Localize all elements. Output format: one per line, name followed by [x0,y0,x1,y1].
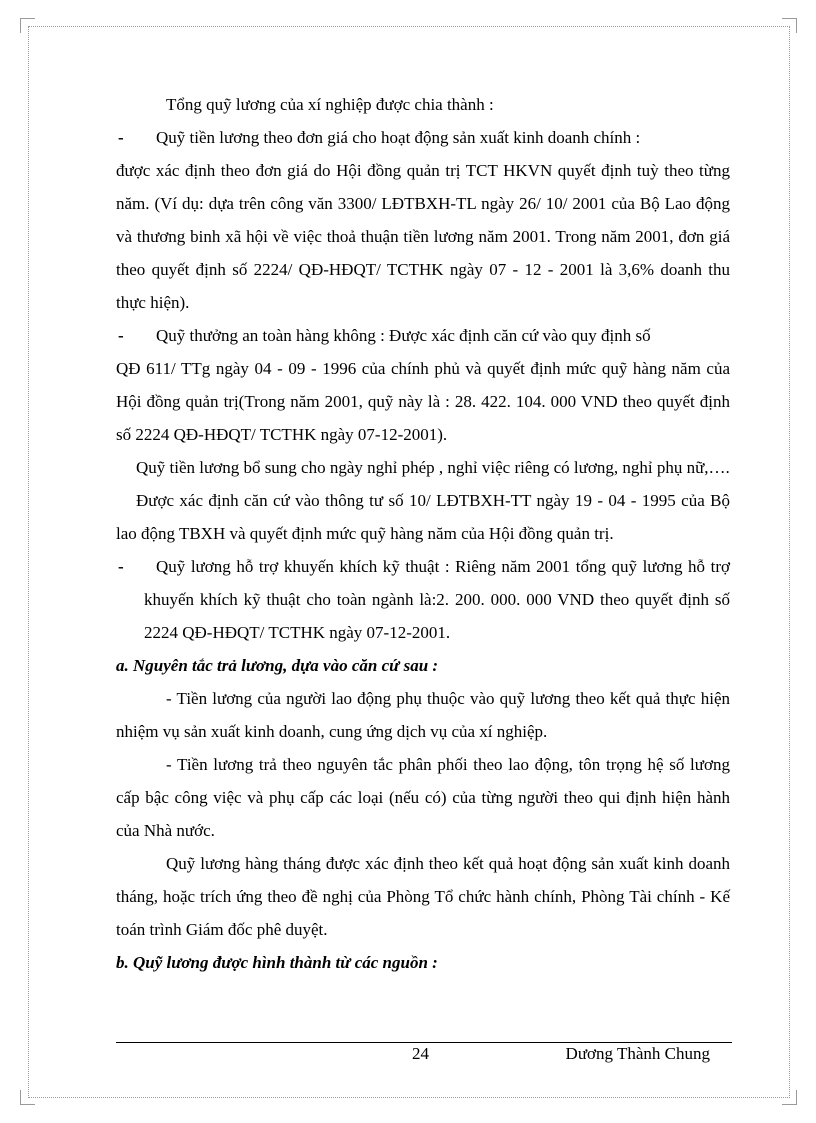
item2-continuation: QĐ 611/ TTg ngày 04 - 09 - 1996 của chính phủ và quyết định mức quỹ hàng năm của Hội đồng quản trị(Trong năm 2001, quỹ này là : 28. 422. 104. 000 VND theo quyết định số 2224 QĐ-HĐQT/ TCTHK ngày 07-12-2001). [116,359,730,444]
page-number: 24 [412,1044,429,1063]
document-body [116,88,730,979]
list-item [116,319,730,352]
item1-continuation: được xác định theo đơn giá do Hội đồng quản trị TCT HKVN quyết định tuỳ theo từng năm. (Ví dụ: dựa trên công văn 3300/ LĐTBXH-TL ngày 26/ 10/ 2001 của Bộ Lao động và thương binh xã hội về việc thoả thuận tiền lương năm 2001. Trong năm 2001, đơn giá theo quyết định số 2224/ QĐ-HĐQT/ TCTHK ngày 07 - 12 - 2001 là 3,6% doanh thu thực hiện). [116,161,730,312]
item3-detail-paragraph: Được xác định căn cứ vào thông tư số 10/ LĐTBXH-TT ngày 19 - 04 - 1995 của Bộ lao động TBXH và quyết định mức quỹ hàng năm của Hội đồng quản trị. [116,491,730,543]
item3-paragraph: Quỹ tiền lương bổ sung cho ngày nghỉ phép , nghỉ việc riêng có lương, nghỉ phụ nữ,…. [136,458,730,477]
corner-mark-top-right [782,18,797,33]
intro-paragraph: Tổng quỹ lương của xí nghiệp được chia thành : [166,95,494,114]
paragraph-a1: - Tiền lương của người lao động phụ thuộc vào quỹ lương theo kết quả thực hiện nhiệm vụ sản xuất kinh doanh, cung ứng dịch vụ của xí nghiệp. [116,689,730,741]
section-heading-a: a. Nguyên tắc trả lương, dựa vào căn cứ sau : [116,656,439,675]
footer-divider [116,1042,732,1043]
section-heading-b: b. Quỹ lương được hình thành từ các nguồn : [116,953,438,972]
page-footer [116,1044,732,1070]
bullet-marker: - [118,557,124,576]
item1-first-line: Quỹ tiền lương theo đơn giá cho hoạt động sản xuất kinh doanh chính : [156,128,641,147]
author-name: Dương Thành Chung [565,1044,710,1063]
paragraph-a2: - Tiền lương trả theo nguyên tắc phân phối theo lao động, tôn trọng hệ số lương cấp bậc công việc và phụ cấp các loại (nếu có) của từng người theo qui định hiện hành của Nhà nước. [116,755,730,840]
item4-text: Quỹ lương hỗ trợ khuyến khích kỹ thuật : Riêng năm 2001 tổng quỹ lương hỗ trợ khuyến khích kỹ thuật cho toàn ngành là:2. 200. 000. 000 VND theo quyết định số 2224 QĐ-HĐQT/ TCTHK ngày 07-12-2001. [144,557,730,642]
corner-mark-bottom-right [782,1090,797,1105]
list-item [116,121,730,154]
list-item [116,550,730,649]
corner-mark-bottom-left [20,1090,35,1105]
item2-first-line: Quỹ thưởng an toàn hàng không : Được xác định căn cứ vào quy định số [156,326,651,345]
bullet-marker: - [118,326,124,345]
paragraph-a3: Quỹ lương hàng tháng được xác định theo kết quả hoạt động sản xuất kinh doanh tháng, hoặc trích ứng theo đề nghị của Phòng Tổ chức hành chính, Phòng Tài chính - Kế toán trình Giám đốc phê duyệt. [116,854,730,939]
corner-mark-top-left [20,18,35,33]
bullet-marker: - [118,128,124,147]
